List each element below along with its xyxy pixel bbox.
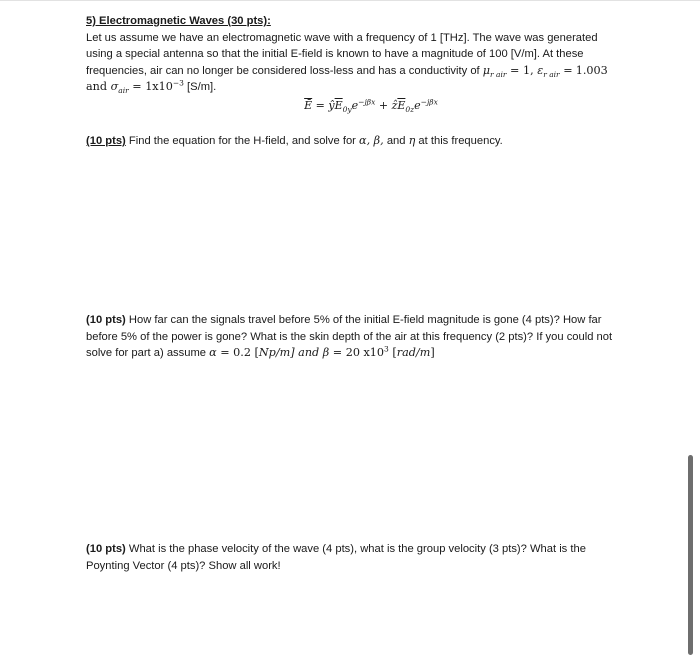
part-b-beta-value: = 20 x10: [329, 346, 385, 359]
epsilon-subscript: r air: [543, 69, 560, 79]
efield-equation: [86, 98, 626, 115]
eq-exp-base-1: e: [351, 98, 359, 112]
intro-text-2: 1.003 and: [86, 63, 608, 93]
sigma-value: = 1x10: [128, 80, 173, 93]
part-c-text: What is the phase velocity of the wave (4 pts), what is the group velocity (3 pts)? What is the Poynting Vector (4 pts)? Show all work!: [86, 543, 586, 572]
eq-y-hat: ŷ: [328, 98, 335, 112]
top-divider: [0, 0, 700, 1]
sigma-unit: [S/m].: [183, 81, 217, 93]
part-a-vars: α, β,: [359, 134, 384, 147]
problem-heading: [86, 13, 626, 30]
eq-z-hat: ẑ: [391, 98, 398, 112]
part-b-beta-unit-close: ]: [430, 346, 435, 359]
part-b-alpha: α: [209, 346, 217, 359]
sigma-symbol: σ: [110, 80, 119, 93]
part-c-points: (10 pts): [86, 543, 126, 555]
part-b-beta-unit: rad/m: [396, 346, 431, 359]
eq-e-vector: $\overline{Ē}$: [304, 98, 313, 112]
problem-statement: [86, 13, 626, 114]
part-b-alpha-unit: Np/m: [258, 346, 291, 359]
eq-e0z: $\overline{E}$: [397, 98, 406, 112]
part-b: [86, 312, 626, 362]
part-a-eta: η: [408, 134, 416, 147]
eq-e0y-sub: 0y: [342, 104, 352, 114]
mu-value: = 1,: [506, 63, 538, 77]
part-b-and-beta: ] and β: [290, 346, 330, 359]
sigma-exponent: −3: [172, 78, 184, 88]
part-a-points: (10 pts): [86, 135, 126, 147]
sigma-subscript: air: [118, 86, 129, 96]
part-a-text: Find the equation for the H-field, and solve for: [125, 135, 360, 147]
part-b-beta-exponent: 3: [384, 344, 389, 354]
mu-symbol: μ: [482, 63, 491, 77]
vertical-scrollbar[interactable]: [688, 455, 693, 655]
intro-text-1: Let us assume we have an electromagnetic wave with a frequency of 1 [THz]. The wave was generated using a special antenna so that the initial E-field is known to have a magnitude of 100 [V/m]. At these frequencies, air can no longer be considered loss-less and has a conductivity of: [86, 31, 598, 77]
eq-plus: +: [375, 98, 392, 112]
epsilon-value: =: [559, 63, 573, 77]
part-b-alpha-value: = 0.2 [: [216, 346, 259, 359]
part-a-end: at this frequency.: [415, 135, 503, 147]
eq-e0y: $\overline{E}$: [334, 98, 343, 112]
part-b-beta-unit-open: [: [388, 346, 397, 359]
heading-text: 5) Electromagnetic Waves (30 pts):: [86, 15, 271, 27]
part-a: [86, 133, 626, 150]
part-c: [86, 541, 626, 574]
eq-exp-base-2: e: [414, 98, 421, 112]
part-b-points: (10 pts): [86, 314, 126, 326]
epsilon-symbol: ε: [537, 63, 544, 77]
problem-intro: [86, 30, 626, 96]
eq-e0z-sub: 0z: [405, 104, 415, 114]
part-b-text: How far can the signals travel before 5% of the initial E-field magnitude is gone (4 pts)? How far before 5% of the power is gone? What is the skin depth of the air at this frequency (2 pts)? If you could not solve for part a) assume: [86, 314, 613, 359]
part-a-and: and: [383, 135, 409, 147]
eq-exponent-2: −jβx: [420, 96, 438, 106]
eq-equals: =: [312, 98, 329, 112]
mu-subscript: r air: [490, 69, 507, 79]
eq-exponent-1: −jβx: [358, 96, 376, 106]
